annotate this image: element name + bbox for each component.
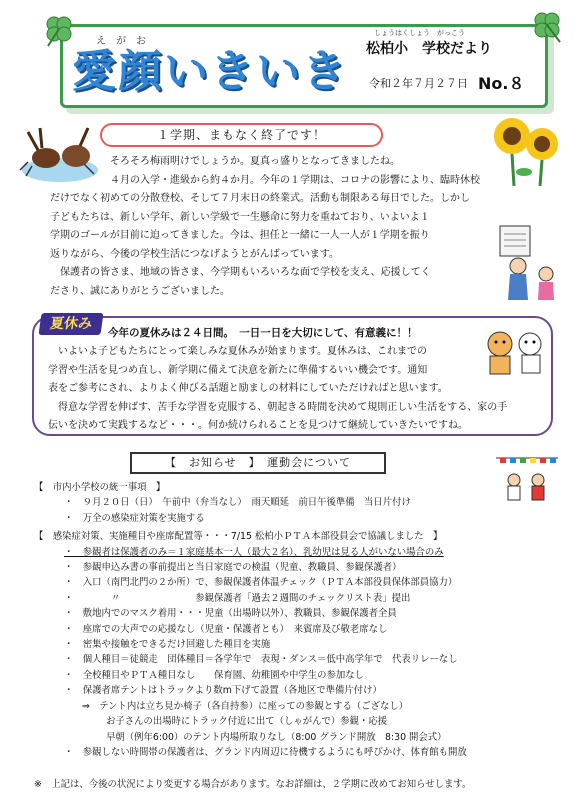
paragraph: だけでなく初めての分散登校、そして７月末日の終業式。活動も制限ある毎日でした。しかし: [50, 193, 470, 204]
list-item: ・ 全校種目やＰＴＡ種目なし 保育園、幼稚園や中学生の参加なし: [64, 669, 365, 681]
school-ruby: しょうはくしょう がっこう: [374, 29, 465, 37]
paragraph: そろそろ梅雨明けでしょうか。夏真っ盛りとなってきましたね。: [110, 156, 400, 167]
list-item: ・ ９月２０日（日） 午前中（弁当なし） 雨天順延 前日午後準備 当日片付け: [64, 497, 411, 509]
paragraph: いよいよ子どもたちにとって楽しみな夏休みが始まります。夏休みは、これまでの: [58, 346, 427, 357]
summer-headline: 今年の夏休みは２４日間。 一日一日を大切にして、有意義に！！: [108, 327, 418, 339]
list-item: 早朝（例年6:00）のテント内場所取りなし（8:00 グランド開放 8:30 開会式）: [106, 731, 447, 743]
section1-text: [50, 153, 558, 301]
paragraph: 学習や生活を見つめ直し、新学期に備えて決意を新たに準備するいい機会です。通知: [48, 364, 428, 376]
footnote: ※ 上記は、今後の状況により変更する場合があります。なお詳細は、２学期に改めてお知らせします。: [34, 779, 472, 790]
list-item: ⇒ テント内は立ち見か椅子（各自持参）に座っての参観とする（ござなし）: [82, 700, 409, 712]
list-item: お子さんの出場時にトラック付近に出て（しゃがんで）参観・応援: [106, 716, 388, 728]
list-item: ・ 参観しない時間帯の保護者は、グランド内周辺に待機するようにも呼びかけ、体育館も開放: [64, 746, 467, 758]
paragraph: 子どもたちは、新しい学年、新しい学級で一生懸命に努力を重ねており、いよいよ１: [50, 211, 430, 223]
teacher-illustration: [496, 222, 564, 302]
paragraph: ４月の入学・進級から約４か月。今年の１学期は、コロナの影響により、臨時休校: [110, 174, 480, 186]
list-item: ・ 個人種目＝徒競走 団体種目＝各学年で 表現・ダンス＝低中高学年で 代表リレーなし: [64, 654, 458, 666]
list-item: 【 感染症対策、実施種目や座席配置等・・・7/15 松柏小ＰＴＡ本部役員会で協議しました 】: [34, 531, 443, 543]
section1-banner: １学期、まもなく終了です！: [100, 123, 383, 147]
newsletter-title: 愛顔いきいき: [72, 46, 348, 97]
summer-label: 夏休み: [38, 313, 103, 335]
issue-date: 令和２年７月２７日: [369, 77, 468, 90]
list-item: ・ 保護者席テントはトラックより数m下げて設置（各地区で準備片付け）: [64, 685, 382, 697]
list-item: ・ 参観者は保護者のみ＝１家庭基本一人（最大２名）、乳幼児は見る人がいない場合のみ: [64, 546, 444, 558]
list-item: ・ 万全の感染症対策を実施する: [64, 512, 205, 524]
list-item: ・ 〃 参観保護者「過去２週間のチェックリスト表」提出: [64, 592, 411, 604]
school-name: 松柏小 学校だより: [366, 41, 492, 57]
list-item: ・ 密集や接触をできるだけ回避した種目を実施: [64, 639, 271, 651]
list-item: ・ 敷地内でのマスク着用・・・児童（出場時以外）、教職員、参観保護者全員: [64, 608, 397, 620]
paragraph: 伝いを決めて実践するなど・・・。何か続けられることを見つけて継続していきたいですね。: [48, 420, 468, 431]
paragraph: 表をご参考にされ、よりよく伸びる話題と励ましの材料にしていただければと思います。: [48, 383, 448, 394]
clover-icon: [528, 6, 568, 46]
notice-banner: 【 お知らせ 】 運動会について: [130, 452, 386, 474]
issue-number: No.８: [478, 74, 525, 93]
list-item: ・ 参観申込み書の事前提出と当日家庭での検温（児童、教職員、参観保護者）: [64, 562, 402, 574]
paragraph: 学期のゴールが目前に迫ってきました。今は、担任と一緒に一人一人が１学期を振り: [50, 230, 430, 241]
paragraph: 返りながら、今後の学校生活につなげようとがんばっています。: [50, 248, 339, 260]
paragraph: ださり、誠にありがとうございました。: [50, 285, 230, 297]
list-item: ・ 入口（南門北門の２か所）で、参観保護者体温チェック（ＰＴＡ本部役員保体部員協力）: [64, 577, 458, 589]
list-item: ・ 座席での大声での応援なし（児童・保護者とも） 来賓席及び敬老席なし: [64, 623, 388, 635]
title-ruby: えがお: [96, 36, 156, 47]
paragraph: 保護者の皆さま、地域の皆さま、今学期もいろいろな面で学校を支え、応援してく: [60, 267, 431, 278]
summer-text: [48, 343, 508, 436]
clover-icon: [40, 10, 80, 50]
list-item: 【 市内小学校の統一事項 】: [34, 482, 166, 493]
paragraph: 得意な学習を伸ばす、苦手な学習を克服する、朝起きる時間を決めて規則正しい生活をする、家の手: [58, 401, 508, 413]
notice-list: [34, 480, 554, 760]
animals-illustration: [482, 322, 548, 382]
